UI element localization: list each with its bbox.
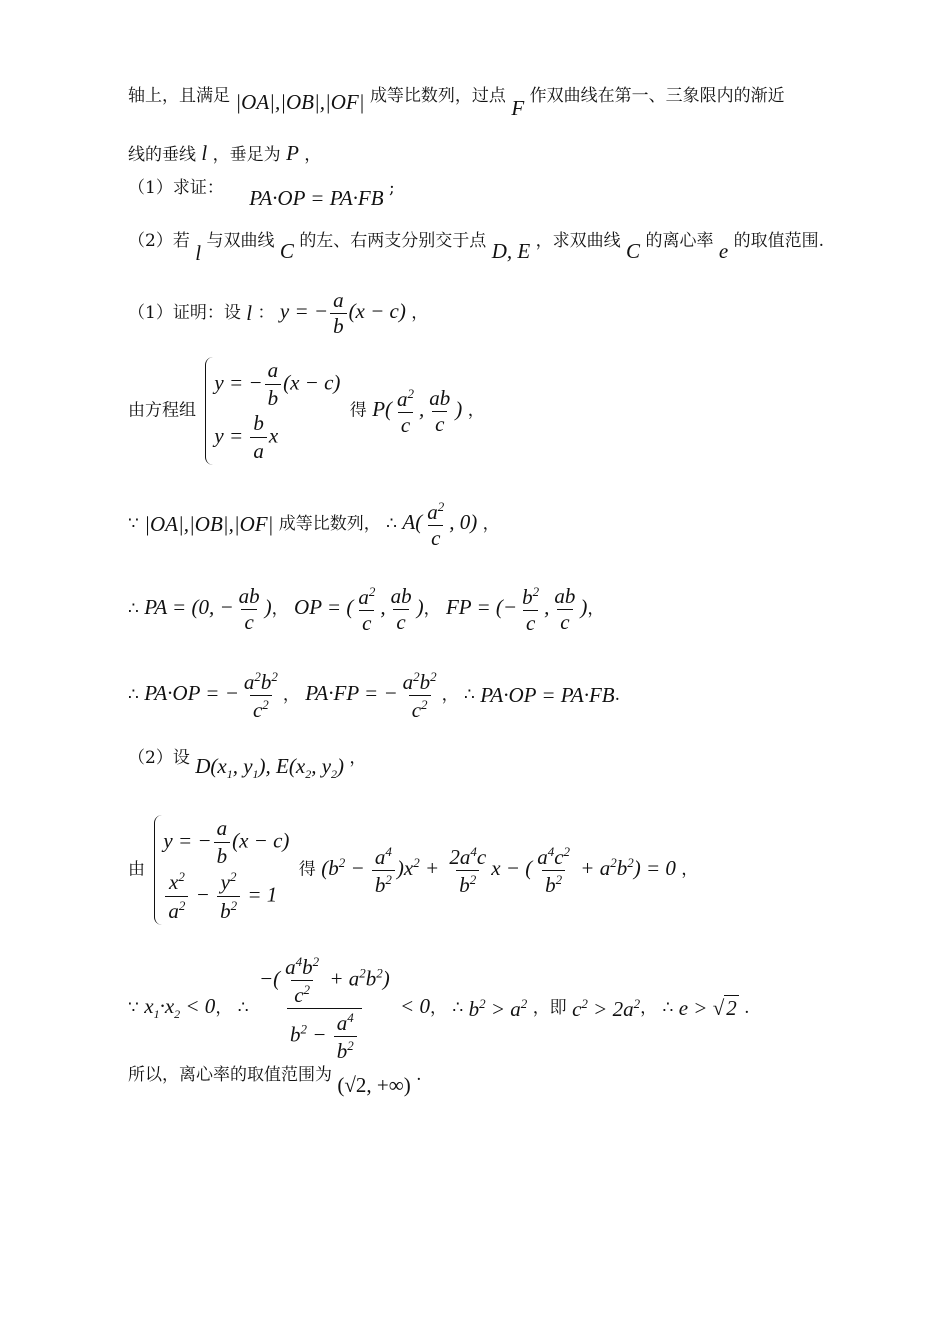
point-a: A( $\frac{a^2}{c}$ , 0) bbox=[402, 499, 478, 550]
var-c: C bbox=[626, 239, 641, 263]
points-de: $D(x_1$, $y_1$), $E(x_2$, $y_2$) bbox=[195, 754, 345, 782]
text: 由 bbox=[128, 859, 145, 880]
text: 由方程组 bbox=[128, 400, 196, 421]
problem-line-2 bbox=[128, 143, 321, 164]
question-label: （1）求证： bbox=[128, 178, 224, 198]
formula: y = − $\frac{a}{b}$ (x − c) bbox=[279, 288, 406, 338]
text: （1）证明：设 bbox=[128, 303, 241, 323]
answer-range: (√2, +∞) bbox=[337, 1073, 411, 1097]
text: 得 bbox=[349, 400, 367, 421]
solution-line-7 bbox=[128, 815, 698, 925]
c-gt-2a: $c^2 > 2a^2$ bbox=[572, 996, 641, 1021]
point-f: F bbox=[511, 96, 525, 120]
text: ， bbox=[304, 145, 322, 165]
solution-line-4: ∴ PA = (0, − $\frac{ab}{c}$ )， OP = ( $\frac{a^2}{c}$ , $\frac{ab}{c}$ )， FP = (− $\frac{b^2}{c}$ , $\frac{ab}{c}$ )， bbox=[128, 584, 605, 635]
b-gt-a: $b^2 > a^2$ bbox=[468, 996, 528, 1021]
because-symbol: ∵ bbox=[128, 998, 139, 1018]
therefore-symbol: ∴ bbox=[128, 599, 139, 619]
point-p: P( $\frac{a^2}{c}$ , $\frac{ab}{c}$ ) bbox=[372, 385, 463, 437]
text: 线的垂线 bbox=[128, 145, 196, 165]
text: ： bbox=[257, 303, 275, 323]
therefore-symbol: ∴ bbox=[452, 998, 464, 1018]
text: （2）设 bbox=[128, 748, 190, 768]
conclusion: PA·OP = PA·FB bbox=[480, 683, 615, 707]
text: 的离心率 bbox=[645, 231, 714, 251]
dot-pa-op: PA·OP = − $\frac{a^2b^2}{c^2}$ bbox=[144, 669, 278, 722]
text: ， bbox=[411, 303, 429, 323]
text: 的取值范围. bbox=[733, 231, 824, 251]
var-e: e bbox=[718, 239, 729, 263]
text: 成等比数列， bbox=[278, 514, 381, 534]
solution-line-8: ∵ $x_1\cdot x_2 < 0$， ∴ −( $\frac{a^4b^2}{c^2}$ + $a^2b^2$) $b^2$ − $\frac{a^4}{b^2}$ < 0， ∴ $b^2 > a^2$ ，即 $c^2 > 2a^2$， ∴ e > √2 . bbox=[128, 954, 750, 1063]
ratio-set: |OA|,|OB|,|OF| bbox=[235, 90, 365, 114]
text: （2）若 bbox=[128, 231, 190, 251]
solution-line-1 bbox=[128, 290, 428, 337]
solution-line-2 bbox=[128, 357, 485, 465]
var-l: l bbox=[201, 141, 208, 165]
therefore-symbol: ∴ bbox=[386, 514, 397, 534]
because-symbol: ∵ bbox=[128, 514, 139, 534]
inequality: −( $\frac{a^4b^2}{c^2}$ + $a^2b^2$) $b^2$ − $\frac{a^4}{b^2}$ < 0 bbox=[258, 954, 430, 1063]
vector-fp: FP = (− $\frac{b^2}{c}$ , $\frac{ab}{c}$ ) bbox=[445, 584, 588, 635]
question-1 bbox=[128, 180, 395, 209]
text: ， bbox=[681, 859, 699, 880]
text: ， bbox=[482, 514, 500, 534]
points-de: D, E bbox=[491, 239, 531, 263]
text: ; bbox=[388, 178, 395, 198]
solution-line-5: ∴ PA·OP = − $\frac{a^2b^2}{c^2}$ ， PA·FP = − $\frac{a^2b^2}{c^2}$ ， ∴ PA·OP = PA·FB. bbox=[128, 669, 621, 722]
text: ，求双曲线 bbox=[535, 231, 621, 251]
text: 与双曲线 bbox=[206, 231, 275, 251]
text: ， bbox=[467, 400, 485, 421]
text: . bbox=[416, 1065, 422, 1085]
problem-line-1 bbox=[128, 88, 785, 119]
dot-pa-fp: PA·FP = − $\frac{a^2b^2}{c^2}$ bbox=[305, 669, 437, 722]
vector-pa: PA = (0, − $\frac{ab}{c}$ ) bbox=[144, 584, 272, 634]
ratio-set: |OA|,|OB|,|OF| bbox=[144, 512, 274, 536]
var-l: l bbox=[246, 301, 253, 325]
solution-line-6 bbox=[128, 750, 366, 780]
text: 所以，离心率的取值范围为 bbox=[128, 1065, 332, 1085]
var-l: l bbox=[195, 241, 202, 265]
text: . bbox=[744, 998, 750, 1018]
solution-line-9 bbox=[128, 1067, 422, 1096]
question-2 bbox=[128, 233, 824, 264]
quadratic: ($b^2$ − $\frac{a^4}{b^2}$ )$x^2$ + $\frac{2a^4c}{b^2}$ x − ( $\frac{a^4c^2}{b^2}$ + $a^2b^2) = 0$ bbox=[321, 843, 676, 897]
solution-line-3 bbox=[128, 500, 500, 549]
therefore-symbol: ∴ bbox=[237, 998, 249, 1018]
var-c: C bbox=[279, 239, 294, 263]
text: 作双曲线在第一、三象限内的渐近 bbox=[529, 86, 785, 106]
equation-system: y = − $\frac{a}{b}$ (x − c) $\frac{x^2}{a^2}$ − $\frac{y^2}{b^2}$ = 1 bbox=[154, 815, 289, 925]
equation: PA·OP = PA·FB bbox=[249, 186, 384, 210]
text: 得 bbox=[298, 859, 316, 880]
text: 的左、右两支分别交于点 bbox=[299, 231, 487, 251]
product-roots: $x_1\cdot x_2 < 0$ bbox=[144, 994, 216, 1022]
e-range: e > √2 bbox=[678, 996, 737, 1020]
text: ，垂足为 bbox=[212, 145, 281, 165]
text: ， bbox=[349, 748, 367, 768]
therefore-symbol: ∴ bbox=[128, 685, 139, 705]
text: 轴上，且满足 bbox=[128, 86, 230, 106]
therefore-symbol: ∴ bbox=[662, 998, 674, 1018]
text: ，即 bbox=[532, 998, 567, 1018]
equation-system: y = − $\frac{a}{b}$ (x − c) y = $\frac{b}{a}$ x bbox=[205, 357, 340, 465]
vector-op: OP = ( $\frac{a^2}{c}$ , $\frac{ab}{c}$ ) bbox=[294, 584, 424, 635]
var-p: P bbox=[286, 141, 299, 165]
text: 成等比数列，过点 bbox=[369, 86, 506, 106]
